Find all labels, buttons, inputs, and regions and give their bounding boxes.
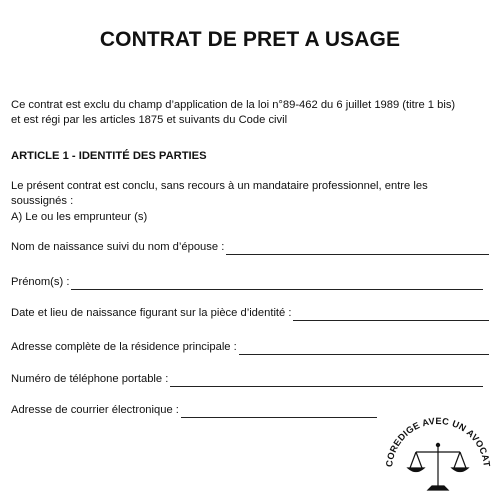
intro-line-1: Ce contrat est exclu du champ d’application de la loi n°89-462 du 6 juillet 1989 (titre 1 bis) bbox=[11, 99, 456, 111]
coredige-avocat-seal bbox=[378, 408, 494, 496]
document-title: CONTRAT DE PRET A USAGE bbox=[99, 28, 401, 51]
phone-label: Numéro de téléphone portable : bbox=[11, 373, 169, 385]
address-field bbox=[11, 340, 489, 355]
address-label: Adresse complète de la résidence principale : bbox=[11, 341, 237, 353]
address-blank[interactable] bbox=[239, 343, 489, 355]
first-names-blank[interactable] bbox=[71, 278, 483, 290]
scales-of-justice-icon bbox=[408, 443, 468, 490]
birth-date-place-field bbox=[11, 306, 489, 321]
email-label: Adresse de courrier électronique : bbox=[11, 404, 179, 416]
birth-name-label: Nom de naissance suivi du nom d’épouse : bbox=[11, 241, 225, 253]
email-field bbox=[11, 403, 377, 418]
article-1-heading: ARTICLE 1 - IDENTITÉ DES PARTIES bbox=[11, 150, 207, 162]
party-a-label: A) Le ou les emprunteur (s) bbox=[11, 211, 148, 223]
birth-date-place-label: Date et lieu de naissance figurant sur la pièce d’identité : bbox=[11, 307, 292, 319]
first-names-label: Prénom(s) : bbox=[11, 276, 70, 288]
birth-name-blank[interactable] bbox=[226, 243, 489, 255]
birth-date-place-blank[interactable] bbox=[293, 309, 489, 321]
email-blank[interactable] bbox=[181, 406, 377, 418]
seal-text: COREDIGE AVEC UN AVOCAT bbox=[384, 415, 492, 468]
birth-name-field bbox=[11, 240, 489, 255]
parties-line-2: soussignés : bbox=[11, 195, 74, 207]
phone-blank[interactable] bbox=[170, 375, 483, 387]
parties-line-1: Le présent contrat est conclu, sans recours à un mandataire professionnel, entre les bbox=[11, 180, 428, 192]
first-names-field bbox=[11, 275, 483, 290]
phone-field bbox=[11, 372, 483, 387]
intro-line-2: et est régi par les articles 1875 et suivants du Code civil bbox=[11, 114, 288, 126]
